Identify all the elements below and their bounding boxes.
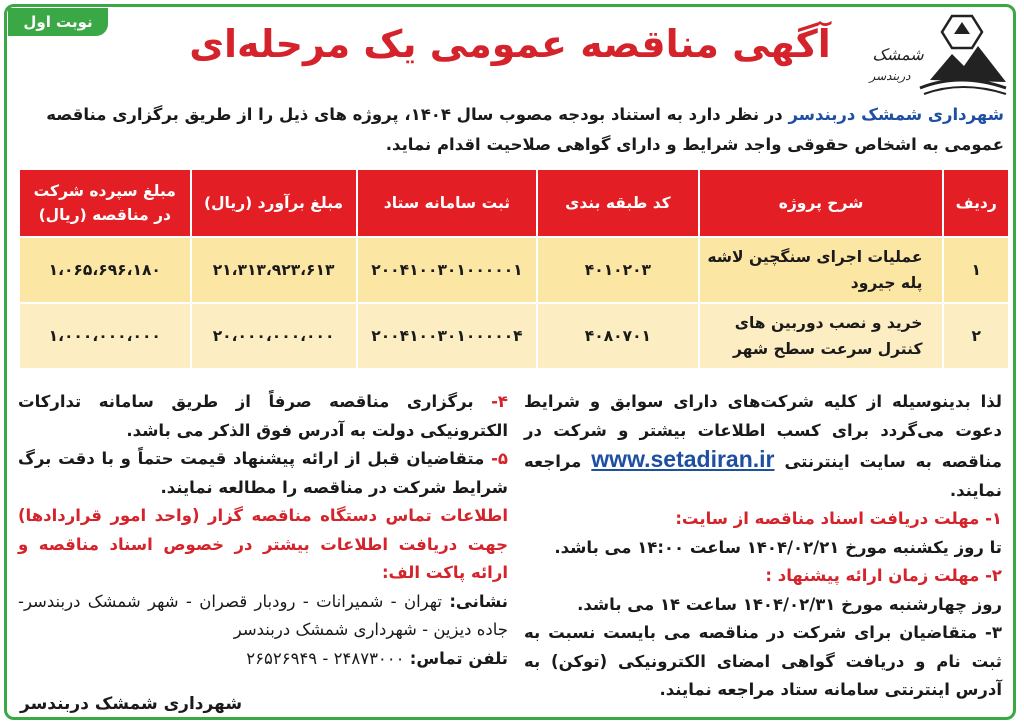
item-4-num: ۴- bbox=[491, 392, 508, 411]
table-row bbox=[19, 237, 1009, 303]
header-deposit: مبلغ سپرده شرکت در مناقصه (ریال) bbox=[19, 169, 191, 237]
cell-setad: ۲۰۰۴۱۰۰۳۰۱۰۰۰۰۰۴ bbox=[357, 303, 538, 369]
phone-text: ۲۴۸۷۳۰۰۰ - ۲۶۵۲۶۹۴۹ bbox=[246, 648, 410, 668]
invite-paragraph bbox=[524, 388, 1002, 505]
contact-heading: اطلاعات تماس دستگاه مناقصه گزار (واحد امور قراردادها) جهت دریافت اطلاعات بیشتر در خصوص اسناد مناقصه و ارائه پاکت الف: bbox=[18, 506, 508, 582]
item-5-num: ۵- bbox=[491, 449, 508, 468]
left-column bbox=[18, 388, 508, 673]
item-4 bbox=[18, 388, 508, 445]
cell-deposit: ۱،۰۶۵،۶۹۶،۱۸۰ bbox=[19, 237, 191, 303]
header-estimate: مبلغ برآورد (ریال) bbox=[191, 169, 357, 237]
cell-estimate: ۲۰،۰۰۰،۰۰۰،۰۰۰ bbox=[191, 303, 357, 369]
cell-code: ۴۰۱۰۲۰۳ bbox=[537, 237, 698, 303]
round-badge: نوبت اول bbox=[8, 8, 108, 36]
invite-text-a: لذا بدینوسیله از کلیه شرکت‌های دارای سوابق و شرایط دعوت می‌گردد برای کسب اطلاعات بیشتر و شرکت در مناقصه به سایت اینترنتی bbox=[524, 392, 1002, 471]
cell-setad: ۲۰۰۴۱۰۰۳۰۱۰۰۰۰۰۱ bbox=[357, 237, 538, 303]
header-desc: شرح پروژه bbox=[699, 169, 944, 237]
token-paragraph: ۳- متقاضیان برای شرکت در مناقصه می بایست نسبت به ثبت نام و دریافت گواهی امضای الکترونیکی (توکن) به آدرس اینترنتی سامانه ستاد مراجعه نمایند. bbox=[524, 623, 1002, 699]
cell-row-num: ۲ bbox=[943, 303, 1009, 369]
cell-row-num: ۱ bbox=[943, 237, 1009, 303]
item-4-text: برگزاری مناقصه صرفاً از طریق سامانه تدارکات الکترونیکی دولت به آدرس فوق الذکر می باشد. bbox=[18, 392, 508, 440]
cell-estimate: ۲۱،۳۱۳،۹۲۳،۶۱۳ bbox=[191, 237, 357, 303]
item-5 bbox=[18, 445, 508, 502]
address bbox=[18, 588, 508, 645]
intro-text: در نظر دارد به استناد بودجه مصوب سال ۱۴۰۴، پروژه های ذیل را از طریق برگزاری مناقصه عمومی به اشخاص حقوقی واجد شرایط و دارای گواهی صلاحیت اقدام نماید. bbox=[46, 105, 1004, 154]
right-column bbox=[524, 388, 1002, 705]
header-row-num: ردیف bbox=[943, 169, 1009, 237]
phone bbox=[18, 645, 508, 674]
table-header-row bbox=[19, 169, 1009, 237]
item-5-text: متقاضیان قبل از ارائه پیشنهاد قیمت حتماً و با دقت برگ شرایط شرکت در مناقصه را مطالعه نمایند. bbox=[18, 449, 508, 497]
setad-link[interactable]: www.setadiran.ir bbox=[591, 446, 775, 472]
phone-label: تلفن تماس: bbox=[409, 648, 508, 668]
projects-table bbox=[18, 168, 1010, 370]
deadline-docs-heading: ۱- مهلت دریافت اسناد مناقصه از سایت: bbox=[675, 509, 1002, 528]
svg-text:دربندسر: دربندسر bbox=[869, 69, 911, 83]
footer-signature: شهرداری شمشک دربندسر bbox=[20, 694, 243, 714]
deadline-offer-heading: ۲- مهلت زمان ارائه پیشنهاد : bbox=[765, 566, 1002, 585]
deadline-offer-text: روز چهارشنبه مورخ ۱۴۰۴/۰۲/۳۱ ساعت ۱۴ می باشد. bbox=[577, 594, 1002, 614]
cell-code: ۴۰۸۰۷۰۱ bbox=[537, 303, 698, 369]
intro-org: شهرداری شمشک دربندسر bbox=[788, 105, 1004, 124]
municipality-logo bbox=[860, 10, 1010, 96]
header-code: کد طبقه بندی bbox=[537, 169, 698, 237]
cell-desc: عملیات اجرای سنگچین لاشه پله جیرود bbox=[699, 237, 944, 303]
header-setad: ثبت سامانه ستاد bbox=[357, 169, 538, 237]
cell-deposit: ۱،۰۰۰،۰۰۰،۰۰۰ bbox=[19, 303, 191, 369]
address-text: تهران - شمیرانات - رودبار قصران - شهر شمشک دربندسر- جاده دیزین - شهرداری شمشک دربندسر bbox=[18, 591, 508, 639]
svg-text:شمشک: شمشک bbox=[872, 45, 924, 64]
address-label: نشانی: bbox=[449, 591, 508, 611]
table-row bbox=[19, 303, 1009, 369]
page-title: آگهی مناقصه عمومی یک مرحله‌ای bbox=[189, 22, 831, 66]
invite-text-b: مراجعه نمایند. bbox=[524, 452, 1002, 500]
cell-desc: خرید و نصب دوربین های کنترل سرعت سطح شهر bbox=[699, 303, 944, 369]
intro-paragraph bbox=[14, 100, 1004, 160]
deadline-docs-text: تا روز یکشنبه مورخ ۱۴۰۴/۰۲/۲۱ ساعت ۱۴:۰۰ می باشد. bbox=[554, 537, 1002, 557]
